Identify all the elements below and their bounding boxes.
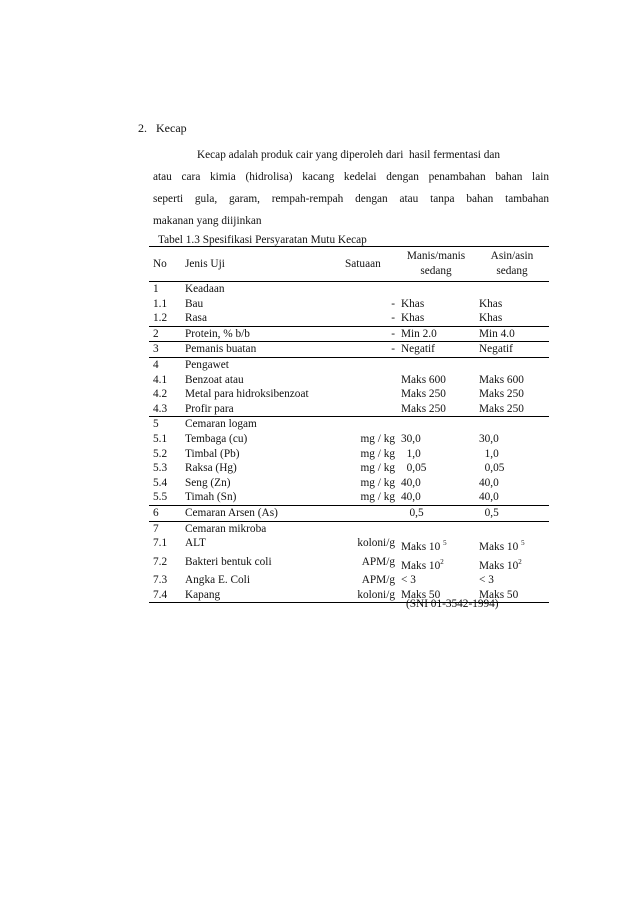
cell-asin-text: Maks 600 — [479, 373, 524, 386]
cell-jenis — [181, 432, 341, 447]
cell-no — [149, 357, 181, 372]
cell-asin-text: 0,05 — [479, 462, 505, 475]
cell-asin — [475, 521, 549, 536]
cell-asin — [475, 311, 549, 326]
cell-jenis — [181, 521, 341, 536]
cell-no — [149, 417, 181, 432]
cell-asin-text: 40,0 — [479, 491, 499, 504]
cell-manis-text: Maks 50 — [401, 588, 441, 601]
cell-satuan-text: mg / kg — [360, 432, 395, 445]
cell-satuan — [341, 447, 397, 462]
cell-no-text: 1.1 — [153, 297, 168, 310]
cell-asin — [475, 326, 549, 342]
cell-no — [149, 311, 181, 326]
cell-no-text: 7.2 — [153, 555, 168, 568]
cell-asin — [475, 505, 549, 521]
cell-manis-text: 30,0 — [401, 432, 421, 445]
cell-jenis — [181, 461, 341, 476]
cell-satuan — [341, 490, 397, 505]
cell-satuan — [341, 357, 397, 372]
cell-jenis-text: Bau — [185, 297, 204, 310]
cell-asin-text: < 3 — [479, 574, 494, 587]
cell-manis-text: Maks 10 — [401, 559, 441, 572]
cell-satuan — [341, 326, 397, 342]
cell-jenis — [181, 311, 341, 326]
cell-asin — [475, 432, 549, 447]
table-row — [149, 490, 549, 505]
cell-jenis-text: Benzoat atau — [185, 373, 244, 386]
cell-no-text: 5 — [153, 418, 159, 431]
cell-satuan — [341, 402, 397, 417]
cell-manis-text: Maks 10 — [401, 541, 444, 554]
cell-no-text: 1.2 — [153, 312, 168, 325]
cell-no-text: 7.1 — [153, 537, 168, 550]
cell-no-text: 1 — [153, 283, 159, 295]
cell-satuan-text: mg / kg — [360, 447, 395, 460]
cell-satuan-text: koloni/g — [357, 588, 395, 601]
cell-satuan — [341, 521, 397, 536]
cell-manis — [397, 311, 475, 326]
cell-manis — [397, 282, 475, 297]
cell-jenis-text: Raksa (Hg) — [185, 462, 237, 475]
cell-manis — [397, 402, 475, 417]
cell-manis — [397, 447, 475, 462]
cell-asin-text: Maks 250 — [479, 402, 524, 415]
cell-no-text: 4.3 — [153, 402, 168, 415]
cell-asin — [475, 447, 549, 462]
cell-jenis-text: Keadaan — [185, 283, 225, 295]
cell-asin — [475, 536, 549, 555]
cell-asin — [475, 461, 549, 476]
cell-manis — [397, 505, 475, 521]
cell-jenis — [181, 417, 341, 432]
cell-manis — [397, 555, 475, 574]
cell-satuan-text: mg / kg — [360, 491, 395, 504]
cell-manis-text: Min 2.0 — [401, 327, 437, 340]
cell-no-text: 7.3 — [153, 574, 168, 587]
cell-manis-text: Khas — [401, 312, 425, 325]
table-row — [149, 357, 549, 372]
cell-asin-text: 40,0 — [479, 476, 499, 489]
table-header-row — [149, 247, 549, 282]
cell-asin — [475, 555, 549, 574]
cell-no — [149, 490, 181, 505]
section-number: 2. — [138, 121, 147, 135]
cell-manis-text: 1,0 — [401, 447, 421, 460]
cell-no — [149, 447, 181, 462]
cell-jenis — [181, 505, 341, 521]
cell-asin-text: 1,0 — [479, 447, 499, 460]
table-row — [149, 432, 549, 447]
cell-no-text: 4 — [153, 358, 159, 371]
cell-no — [149, 387, 181, 402]
cell-no-text: 6 — [153, 506, 159, 519]
cell-jenis-text: Pengawet — [185, 358, 229, 371]
cell-jenis — [181, 555, 341, 574]
cell-manis — [397, 476, 475, 491]
cell-jenis — [181, 387, 341, 402]
cell-satuan — [341, 573, 397, 588]
cell-no-text: 5.5 — [153, 491, 168, 504]
cell-asin — [475, 297, 549, 312]
cell-satuan — [341, 297, 397, 312]
cell-jenis-text: Seng (Zn) — [185, 476, 231, 489]
cell-no-text: 5.4 — [153, 476, 168, 489]
cell-no-text: 4.2 — [153, 388, 168, 401]
table-row — [149, 387, 549, 402]
cell-jenis-text: Cemaran logam — [185, 418, 257, 431]
paragraph-line-4: makanan yang diijinkan — [153, 215, 262, 227]
cell-no — [149, 521, 181, 536]
cell-satuan — [341, 461, 397, 476]
cell-jenis-text: Timah (Sn) — [185, 491, 237, 504]
table-row — [149, 476, 549, 491]
cell-manis-text: < 3 — [401, 574, 416, 587]
cell-satuan — [341, 373, 397, 388]
cell-satuan-text: mg / kg — [360, 476, 395, 489]
cell-satuan — [341, 476, 397, 491]
cell-jenis-text: Timbal (Pb) — [185, 447, 240, 460]
cell-manis — [397, 432, 475, 447]
cell-satuan-text: mg / kg — [360, 462, 395, 475]
table-row — [149, 573, 549, 588]
cell-no — [149, 573, 181, 588]
cell-no — [149, 461, 181, 476]
cell-no — [149, 282, 181, 297]
cell-asin-text: Maks 10 — [479, 559, 519, 572]
cell-asin-superscript: 5 — [521, 539, 525, 548]
table-row — [149, 461, 549, 476]
cell-no-text: 2 — [153, 327, 159, 340]
cell-satuan-text: koloni/g — [357, 537, 395, 550]
cell-satuan — [341, 555, 397, 574]
cell-manis — [397, 490, 475, 505]
cell-asin — [475, 417, 549, 432]
cell-manis-text: 40,0 — [401, 476, 421, 489]
table-row — [149, 505, 549, 521]
cell-satuan-text: APM/g — [361, 555, 395, 568]
cell-jenis-text: Pemanis buatan — [185, 343, 257, 356]
cell-satuan — [341, 432, 397, 447]
table-row — [149, 402, 549, 417]
table-row — [149, 555, 549, 574]
cell-asin — [475, 373, 549, 388]
table-row — [149, 311, 549, 326]
cell-asin-superscript: 2 — [518, 557, 522, 566]
cell-asin — [475, 342, 549, 358]
table-row — [149, 282, 549, 297]
cell-satuan — [341, 342, 397, 358]
cell-no — [149, 342, 181, 358]
cell-no — [149, 536, 181, 555]
paragraph-line-2: atau cara kimia (hidrolisa) kacang kedelai dengan penambahan bahan lain — [153, 171, 549, 183]
table-row — [149, 326, 549, 342]
cell-manis — [397, 461, 475, 476]
table-row — [149, 521, 549, 536]
cell-satuan — [341, 536, 397, 555]
header-manis: Manis/manis sedang — [397, 247, 475, 282]
cell-manis — [397, 387, 475, 402]
cell-asin-text: Min 4.0 — [479, 327, 515, 340]
table-row — [149, 342, 549, 358]
header-jenis: Jenis Uji — [181, 247, 341, 282]
cell-jenis — [181, 536, 341, 555]
cell-asin-text: Maks 250 — [479, 388, 524, 401]
cell-manis — [397, 342, 475, 358]
cell-asin-text: Khas — [479, 312, 503, 325]
cell-jenis — [181, 373, 341, 388]
cell-satuan-text: - — [391, 312, 395, 325]
header-no: No — [149, 247, 181, 282]
cell-no-text: 4.1 — [153, 373, 168, 386]
cell-jenis-text: Protein, % b/b — [185, 327, 250, 340]
cell-jenis-text: Profir para — [185, 402, 234, 415]
cell-no — [149, 588, 181, 603]
paragraph-line-1: Kecap adalah produk cair yang diperoleh dari hasil fermentasi dan — [197, 149, 501, 161]
cell-jenis-text: Kapang — [185, 588, 221, 601]
cell-jenis — [181, 573, 341, 588]
cell-asin-text: 0,5 — [479, 506, 499, 519]
cell-jenis — [181, 490, 341, 505]
paragraph-line-3: seperti gula, garam, rempah-rempah dengan atau tanpa bahan tambahan — [153, 193, 549, 205]
table-row — [149, 447, 549, 462]
cell-jenis-text: Tembaga (cu) — [185, 432, 248, 445]
cell-satuan — [341, 387, 397, 402]
cell-no — [149, 555, 181, 574]
cell-no — [149, 373, 181, 388]
cell-jenis — [181, 447, 341, 462]
section-title: Kecap — [156, 121, 187, 135]
cell-jenis-text: Angka E. Coli — [185, 574, 250, 587]
spec-table — [149, 246, 549, 603]
cell-manis — [397, 536, 475, 555]
cell-manis-text: Maks 250 — [401, 388, 446, 401]
cell-jenis-text: Rasa — [185, 312, 207, 325]
cell-satuan — [341, 311, 397, 326]
cell-jenis — [181, 282, 341, 297]
cell-manis — [397, 357, 475, 372]
cell-jenis — [181, 342, 341, 358]
cell-manis-text: 0,05 — [401, 462, 427, 475]
table-row — [149, 373, 549, 388]
cell-jenis — [181, 297, 341, 312]
cell-satuan-text: - — [391, 327, 395, 340]
cell-satuan — [341, 588, 397, 603]
cell-satuan — [341, 505, 397, 521]
cell-manis — [397, 417, 475, 432]
table-row — [149, 536, 549, 555]
section-heading — [138, 121, 187, 136]
cell-jenis-text: Cemaran Arsen (As) — [185, 506, 278, 519]
cell-jenis — [181, 326, 341, 342]
cell-satuan-text: APM/g — [361, 574, 395, 587]
cell-satuan — [341, 417, 397, 432]
cell-jenis-text: Bakteri bentuk coli — [185, 555, 272, 568]
cell-satuan-text: - — [391, 343, 395, 356]
cell-manis-text: Negatif — [401, 343, 435, 356]
cell-jenis — [181, 476, 341, 491]
cell-manis-text: Maks 600 — [401, 373, 446, 386]
cell-asin — [475, 573, 549, 588]
cell-no-text: 5.3 — [153, 462, 168, 475]
header-asin: Asin/asin sedang — [475, 247, 549, 282]
cell-asin-text: Khas — [479, 297, 503, 310]
table-row — [149, 417, 549, 432]
cell-manis — [397, 326, 475, 342]
cell-manis-text: Maks 250 — [401, 402, 446, 415]
table-row — [149, 297, 549, 312]
cell-jenis — [181, 357, 341, 372]
cell-no — [149, 476, 181, 491]
cell-manis — [397, 573, 475, 588]
cell-asin — [475, 282, 549, 297]
cell-manis-superscript: 2 — [440, 557, 444, 566]
cell-jenis-text: Metal para hidroksibenzoat — [185, 388, 309, 401]
cell-asin-text: 30,0 — [479, 432, 499, 445]
cell-asin — [475, 402, 549, 417]
cell-manis-text: 0,5 — [401, 506, 424, 519]
cell-manis-superscript: 5 — [443, 539, 447, 548]
cell-asin — [475, 387, 549, 402]
cell-jenis — [181, 402, 341, 417]
cell-satuan — [341, 282, 397, 297]
table-caption: Tabel 1.3 Spesifikasi Persyaratan Mutu Kecap — [158, 234, 367, 246]
cell-no-text: 5.2 — [153, 447, 168, 460]
cell-no-text: 5.1 — [153, 432, 168, 445]
cell-no-text: 3 — [153, 343, 159, 356]
cell-no — [149, 402, 181, 417]
cell-manis-text: 40,0 — [401, 491, 421, 504]
cell-no — [149, 326, 181, 342]
cell-jenis — [181, 588, 341, 603]
cell-no-text: 7 — [153, 522, 159, 535]
cell-no-text: 7.4 — [153, 588, 168, 601]
cell-no — [149, 297, 181, 312]
cell-jenis-text: ALT — [185, 537, 206, 550]
cell-manis — [397, 373, 475, 388]
cell-asin-text: Maks 10 — [479, 541, 522, 554]
cell-jenis-text: Cemaran mikroba — [185, 522, 267, 535]
cell-no — [149, 432, 181, 447]
cell-manis-text: Khas — [401, 297, 425, 310]
cell-asin-text: Maks 50 — [479, 588, 519, 601]
cell-asin — [475, 357, 549, 372]
table-source: (SNI 01-3542-1994) — [406, 598, 499, 610]
cell-manis — [397, 297, 475, 312]
cell-asin — [475, 490, 549, 505]
header-satuan: Satuaan — [341, 247, 397, 282]
cell-no — [149, 505, 181, 521]
cell-satuan-text: - — [391, 297, 395, 310]
cell-manis — [397, 521, 475, 536]
cell-asin — [475, 476, 549, 491]
cell-asin-text: Negatif — [479, 343, 513, 356]
